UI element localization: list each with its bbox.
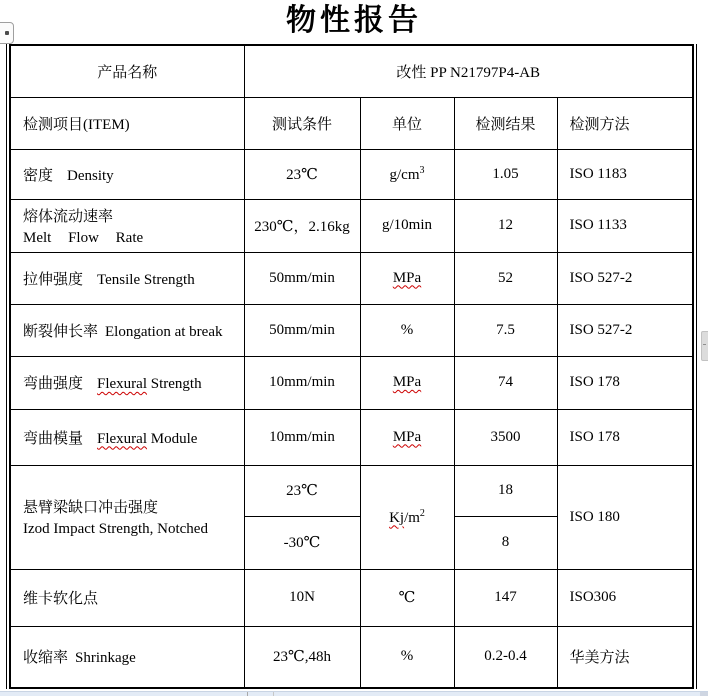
result-value: 1.05 — [454, 149, 557, 199]
result-value: 52 — [454, 252, 557, 304]
item-zh: 弯曲强度 — [23, 376, 84, 392]
item-zh: 悬臂梁缺口冲击强度 — [23, 500, 159, 516]
table-move-handle[interactable] — [0, 22, 14, 44]
unit-superscript: 3 — [419, 164, 425, 176]
method-value: ISO 178 — [557, 409, 693, 465]
col-header-condition: 测试条件 — [244, 97, 360, 149]
unit-value: g/cm — [389, 166, 420, 183]
table-row-vicat — [10, 569, 693, 626]
unit-value: MPa — [392, 269, 422, 286]
condition-value: 23℃,48h — [244, 626, 360, 688]
scrollbar-thumb-grip-icon — [703, 344, 706, 345]
unit-value: MPa — [392, 428, 422, 445]
table-row-elongation — [10, 304, 693, 356]
table-row-impact-23c — [10, 465, 693, 516]
condition-value-minus30c: -30℃ — [244, 516, 360, 569]
method-value: ISO 527-2 — [557, 304, 693, 356]
unit-value: MPa — [392, 374, 422, 390]
unit-value: % — [360, 304, 454, 356]
bottom-window-strip — [0, 691, 708, 696]
item-en: Density — [67, 167, 114, 184]
table-row-melt-flow — [10, 199, 693, 252]
product-row — [10, 45, 693, 97]
product-name-value: 改性 PP N21797P4-AB — [244, 45, 693, 97]
header-row — [10, 97, 693, 149]
result-value: 0.2-0.4 — [454, 626, 557, 688]
item-zh: 弯曲模量 — [23, 430, 84, 447]
item-zh: 维卡软化点 — [10, 569, 244, 626]
item-en-word2: Module — [150, 430, 198, 447]
bottom-strip-tick — [273, 692, 274, 696]
item-en-word2: Strength — [150, 376, 202, 392]
item-zh: 收缩率 — [23, 650, 69, 667]
method-value: ISO 527-2 — [557, 252, 693, 304]
item-en-word1: Flexural — [97, 376, 148, 392]
table-row-density — [10, 149, 693, 199]
result-value: 12 — [454, 199, 557, 252]
bottom-strip-tick — [247, 692, 248, 696]
item-en: Shrinkage — [75, 650, 136, 667]
unit-value-rest: /m — [404, 509, 420, 526]
item-en-word1: Flexural — [97, 430, 148, 447]
page-title: 物性报告 — [286, 4, 422, 37]
method-value: ISO 1183 — [557, 149, 693, 199]
condition-value: 10N — [244, 569, 360, 626]
unit-value: g/10min — [360, 199, 454, 252]
result-value: 147 — [454, 569, 557, 626]
method-value: ISO 180 — [557, 465, 693, 569]
item-zh: 拉伸强度 — [23, 271, 84, 288]
bottom-strip-tick — [700, 692, 708, 696]
col-header-result: 检测结果 — [454, 97, 557, 149]
item-en: Izod Impact Strength, Notched — [23, 521, 208, 537]
move-handle-icon — [5, 31, 9, 35]
scrollbar-thumb[interactable] — [701, 331, 708, 361]
col-header-method: 检测方法 — [557, 97, 693, 149]
property-table — [6, 44, 697, 689]
unit-superscript: 2 — [419, 507, 425, 519]
unit-value: ℃ — [360, 569, 454, 626]
condition-value: 50mm/min — [244, 252, 360, 304]
result-value: 3500 — [454, 409, 557, 465]
method-value: 华美方法 — [557, 626, 693, 688]
item-en: Tensile Strength — [97, 271, 195, 288]
result-value-minus30c: 8 — [454, 516, 557, 569]
method-value: ISO306 — [557, 569, 693, 626]
condition-value: 230℃，2.16kg — [244, 199, 360, 252]
unit-value-base: Kj — [389, 509, 405, 526]
result-value: 74 — [454, 356, 557, 409]
unit-value: % — [360, 626, 454, 688]
table-row-flexural-strength — [10, 356, 693, 409]
method-value: ISO 178 — [557, 356, 693, 409]
col-header-item: 检测项目(ITEM) — [10, 97, 244, 149]
condition-value: 23℃ — [244, 149, 360, 199]
condition-value: 10mm/min — [244, 356, 360, 409]
condition-value: 50mm/min — [244, 304, 360, 356]
result-value-23c: 18 — [454, 465, 557, 516]
col-header-unit: 单位 — [360, 97, 454, 149]
table-row-shrinkage — [10, 626, 693, 688]
condition-value: 10mm/min — [244, 409, 360, 465]
item-zh: 断裂伸长率 — [23, 323, 99, 340]
condition-value-23c: 23℃ — [244, 465, 360, 516]
product-name-label: 产品名称 — [10, 45, 244, 97]
method-value: ISO 1133 — [557, 199, 693, 252]
item-en: Elongation at break — [105, 323, 223, 340]
result-value: 7.5 — [454, 304, 557, 356]
table-row-flexural-module — [10, 409, 693, 465]
item-zh: 熔体流动速率 — [23, 208, 114, 225]
item-zh: 密度 — [23, 167, 54, 184]
item-en: Melt Flow Rate — [23, 229, 144, 246]
table-row-tensile — [10, 252, 693, 304]
